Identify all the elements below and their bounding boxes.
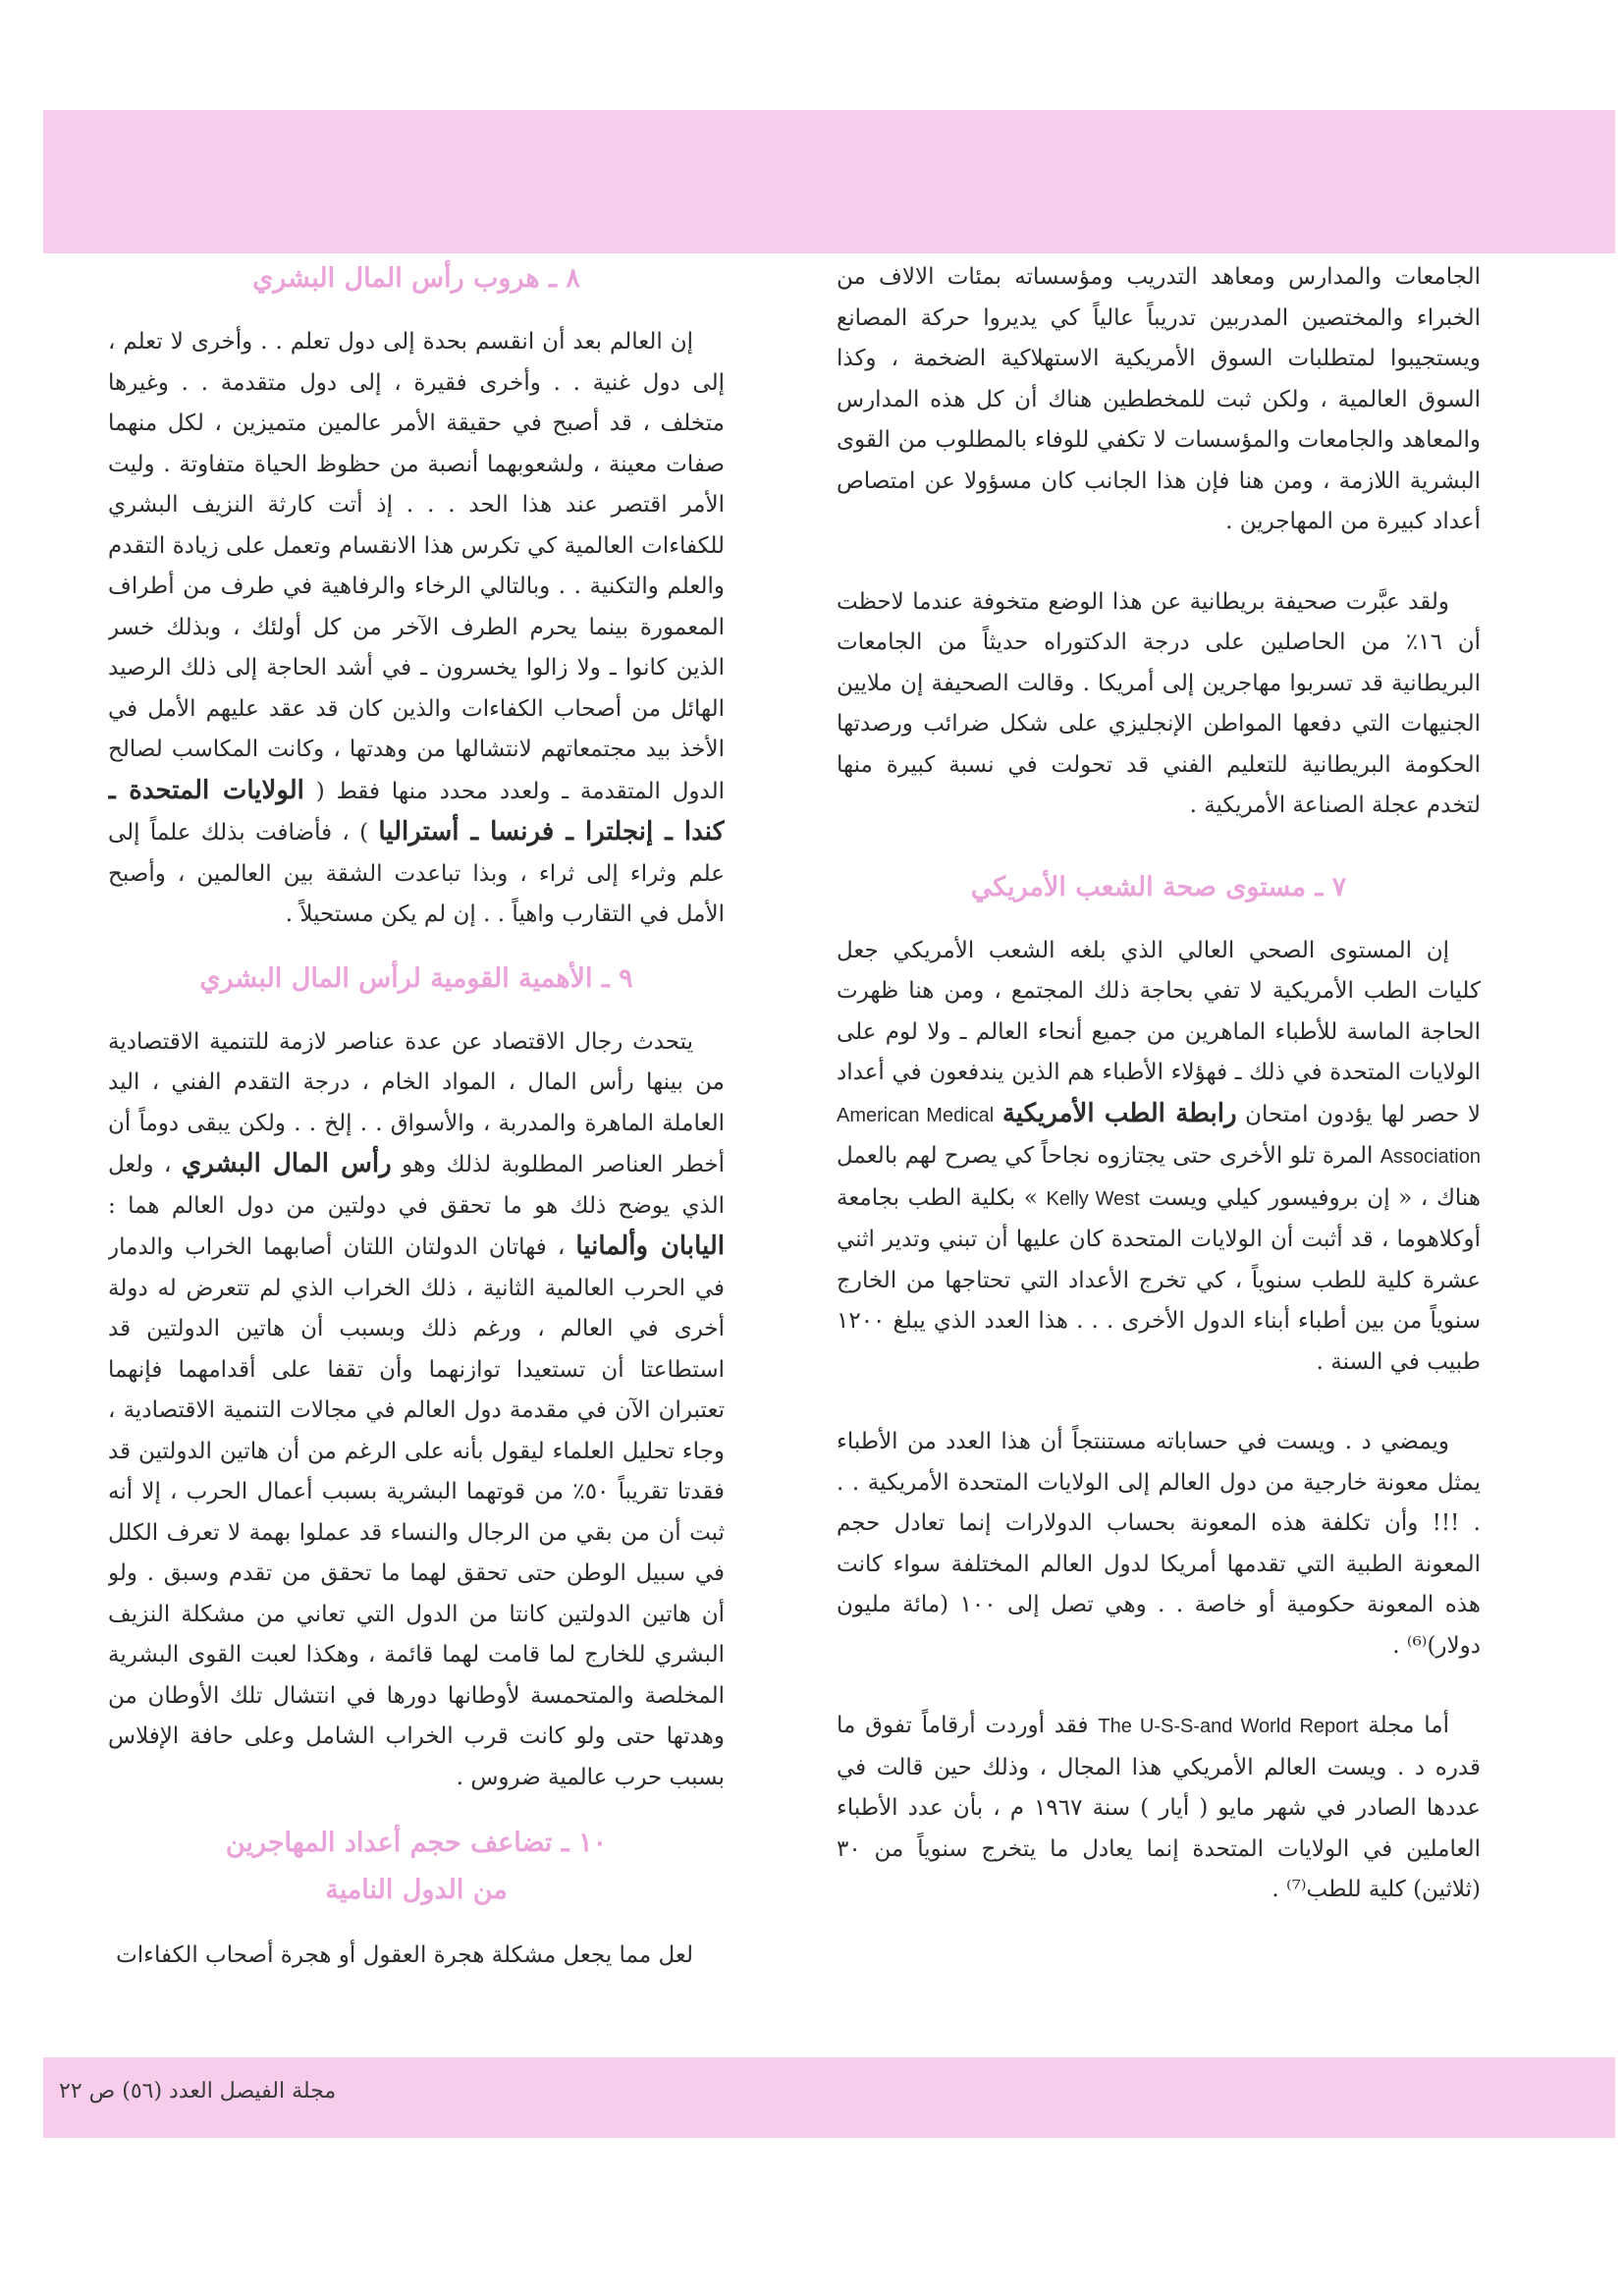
paragraph: لعل مما يجعل مشكلة هجرة العقول أو هجرة أصحاب الكفاءات bbox=[116, 1942, 693, 1968]
paragraph-text: » بكلية الطب بجامعة أوكلاهوما ، قد أثبت أن الولايات المتحدة كان عليها أن تبني وتدير اثني عشرة كلية للطب سنوياً ، كي تخرج الأعداد التي تحتاجها من الخارج سنوياً من بين أطباء أبناء الدول الأخرى . . . هذا العدد الذي يبلغ ١٢٠٠ طبيب في السنة . bbox=[837, 1184, 1481, 1375]
top-decorative-band bbox=[43, 110, 1615, 253]
paragraph bbox=[837, 1706, 1481, 1911]
paragraph bbox=[108, 1022, 725, 1799]
paragraph-text: المرة تلو الأخرى حتى يجتازوه نجاحاً كي يصرح لهم بالعمل هناك ، « إن بروفيسور كيلي ويست bbox=[837, 1143, 1481, 1211]
section-heading-7: ٧ ـ مستوى صحة الشعب الأمريكي bbox=[970, 871, 1347, 902]
english-title: The U-S-S-and World Report bbox=[1098, 1716, 1359, 1737]
right-column bbox=[837, 257, 1481, 2045]
heading-line: من الدول النامية bbox=[325, 1875, 508, 1905]
paragraph bbox=[108, 322, 725, 936]
paragraph: ولقد عبَّرت صحيفة بريطانية عن هذا الوضع متخوفة عندما لاحظت أن ١٦٪ من الحاصلين على درجة الدكتوراه حديثاً من الجامعات البريطانية قد تسربوا مهاجرين إلى أمريكا . وقالت الصحيفة إن ملايين الجنيهات التي دفعها المواطن الإنجليزي على شكل ضرائب ورصدتها الحكومة البريطانية للتعليم الفني قد تحولت في نسبة كبيرة منها لتخدم عجلة الصناعة الأمريكية . bbox=[837, 588, 1481, 818]
heading-line: ١٠ ـ تضاعف حجم أعداد المهاجرين bbox=[225, 1828, 608, 1858]
paragraph-text: فقد أوردت أرقاماً تفوق ما قدره د . ويست العالم الأمريكي هذا المجال ، وذلك حين قالت في عددها الصادر في شهر مايو ( أيار ) سنة ١٩٦٧ م ، بأن عدد الأطباء العاملين في الولايات المتحدة إنما يعادل ما يتخرج سنوياً من ٣٠ (ثلاثين) كلية للطب⁽⁷⁾ . bbox=[837, 1713, 1481, 1902]
paragraph-text: يتحدث رجال الاقتصاد عن عدة عناصر لازمة للتنمية الاقتصادية من بينها رأس المال ، المواد الخام ، درجة التقدم الفني ، اليد العاملة الماهرة والمدربة ، والأسواق . . إلخ . . ولكن يبقى دوماً أن أخطر العناصر المطلوبة لذلك وهو bbox=[108, 1028, 725, 1177]
page-footer: مجلة الفيصل العدد (٥٦) ص ٢٢ bbox=[59, 2079, 337, 2104]
bold-term: رابطة الطب الأمريكية bbox=[1001, 1098, 1237, 1128]
english-term: American Medical Association bbox=[837, 1104, 1481, 1168]
paragraph-text: أما مجلة bbox=[1368, 1713, 1450, 1738]
paragraph-text: ، ولعل الذي يوضح ذلك هو ما تحقق في دولتين من دول العالم هما : bbox=[108, 1152, 725, 1219]
paragraph: ويمضي د . ويست في حساباته مستنتجاً أن هذا العدد من الأطباء يمثل معونة خارجية من دول العالم إلى الولايات المتحدة الأمريكية . . . !!! وأن تكلفة هذه المعونة بحساب الدولارات إنما تعادل حجم المعونة الطبية التي تقدمها أمريكا لدول العالم المختلفة سواء كانت هذه المعونة حكومية أو خاصة . . وهي تصل إلى ١٠٠ (مائة مليون دولار)⁽⁶⁾ . bbox=[837, 1429, 1481, 1659]
bold-term: رأس المال البشري bbox=[181, 1149, 392, 1178]
paragraph-text: إن المستوى الصحي العالي الذي بلغه الشعب الأمريكي جعل كليات الطب الأمريكية لا تفي بحاجة ذلك المجتمع ، ومن هنا ظهرت الحاجة الماسة للأطباء الماهرين من جميع أنحاء العالم ـ ولا لوم على الولايات المتحدة في ذلك ـ فهؤلاء الأطباء هم الذين يندفعون في أعداد لا حصر لها يؤدون امتحان bbox=[837, 937, 1481, 1127]
paragraph-text: ، فهاتان الدولتان اللتان أصابهما الخراب والدمار في الحرب العالمية الثانية ، ذلك الخراب الذي لم تتعرض له دولة أخرى في العالم ، ورغم ذلك وبسبب أن هاتين الدولتين قد استطاعتا أن تستعيدا توازنهما وأن تقفا على أقدامهما فإنهما تعتبران الآن في مقدمة دول العالم في مجالات التنمية الاقتصادية ، وجاء تحليل العلماء ليقول بأنه على الرغم من أن هاتين الدولتين قد فقدتا تقريباً ٥٠٪ من قوتهما البشرية بسبب أعمال الحرب ، إلا أنه ثبت أن من بقي من الرجال والنساء قد عملوا بهمة لا تعرف الكلل في سبيل الوطن حتى تحقق لهما ما تحقق من تقدم وسبق . ولو أن هاتين الدولتين كانتا من الدول التي تعاني من مشكلة النزيف البشري للخارج لما قامت لهما قائمة ، وهكذا لعبت القوى البشرية المخلصة والمتحمسة لأوطانها دورها في انتشال تلك الأوطان من وهدتها حتى ولو كانت قرب الخراب الشامل وعلى حافة الإفلاس بسبب حرب عالمية ضروس . bbox=[108, 1234, 725, 1790]
paragraph-text: إن العالم بعد أن انقسم بحدة إلى دول تعلم . . وأخرى لا تعلم ، إلى دول غنية . . وأخرى فقيرة ، إلى دول متقدمة . . وغيرها متخلف ، قد أصبح في حقيقة الأمر عالمين متميزين ، لكل منهما صفات معينة ، ولشعوبهما أنصبة من حظوظ الحياة متفاوتة . وليت الأمر اقتصر عند هذا الحد . . . إذ أتت كارثة النزيف البشري للكفاءات العالمية كي تكرس هذا الانقسام وتعمل على زيادة التقدم والعلم والتكنية . . وبالتالي الرخاء والرفاهية في طرف من أطراف المعمورة بينما يحرم الطرف الآخر من كل أولئك ، وبذلك خسر الذين كانوا ـ ولا زالوا يخسرون ـ في أشد الحاجة إلى ذلك الرصيد الهائل من أصحاب الكفاءات والذين كان قد عقد عليهم الأمل في الأخذ بيد مجتمعاتهم لانتشالها من وهدتها ، وكانت المكاسب لصالح الدول المتقدمة ـ ولعدد محدد منها فقط ( bbox=[108, 329, 725, 804]
section-heading-9: ٩ ـ الأهمية القومية لرأس المال البشري bbox=[199, 962, 633, 994]
bold-term: الولايات المتحدة ـ كندا ـ إنجلترا ـ فرنسا ـ أستراليا bbox=[108, 775, 725, 847]
paragraph bbox=[837, 931, 1481, 1384]
left-column bbox=[108, 257, 725, 2045]
paragraph-text: ) ، فأضافت بذلك علماً إلى علم وثراء إلى ثراء ، وبذا تباعدت الشقة بين العالمين ، وأصبح الأمل في التقارب واهياً . . إن لم يكن مستحيلاً . bbox=[108, 820, 725, 927]
english-name: Kelly West bbox=[1046, 1187, 1140, 1210]
paragraph: الجامعات والمدارس ومعاهد التدريب ومؤسساته بمئات الالاف من الخبراء والمختصين المدربين تدريباً عالياً كي يديروا حركة المصانع ويستجيبوا لمتطلبات السوق الأمريكية الاستهلاكية الضخمة ، وكذا السوق العالمية ، ولكن ثبت للمخططين هناك أن كل هذه المدارس والمعاهد والجامعات والمؤسسات لا تكفي للوفاء بالمطلوب من القوى البشرية اللازمة ، ومن هنا فإن هذا الجانب كان مسؤولا عن امتصاص أعداد كبيرة من المهاجرين . bbox=[837, 264, 1481, 534]
bold-term: اليابان وألمانيا bbox=[575, 1231, 725, 1261]
section-heading-10 bbox=[108, 1820, 725, 1914]
section-heading-8: ٨ ـ هروب رأس المال البشري bbox=[252, 263, 580, 294]
